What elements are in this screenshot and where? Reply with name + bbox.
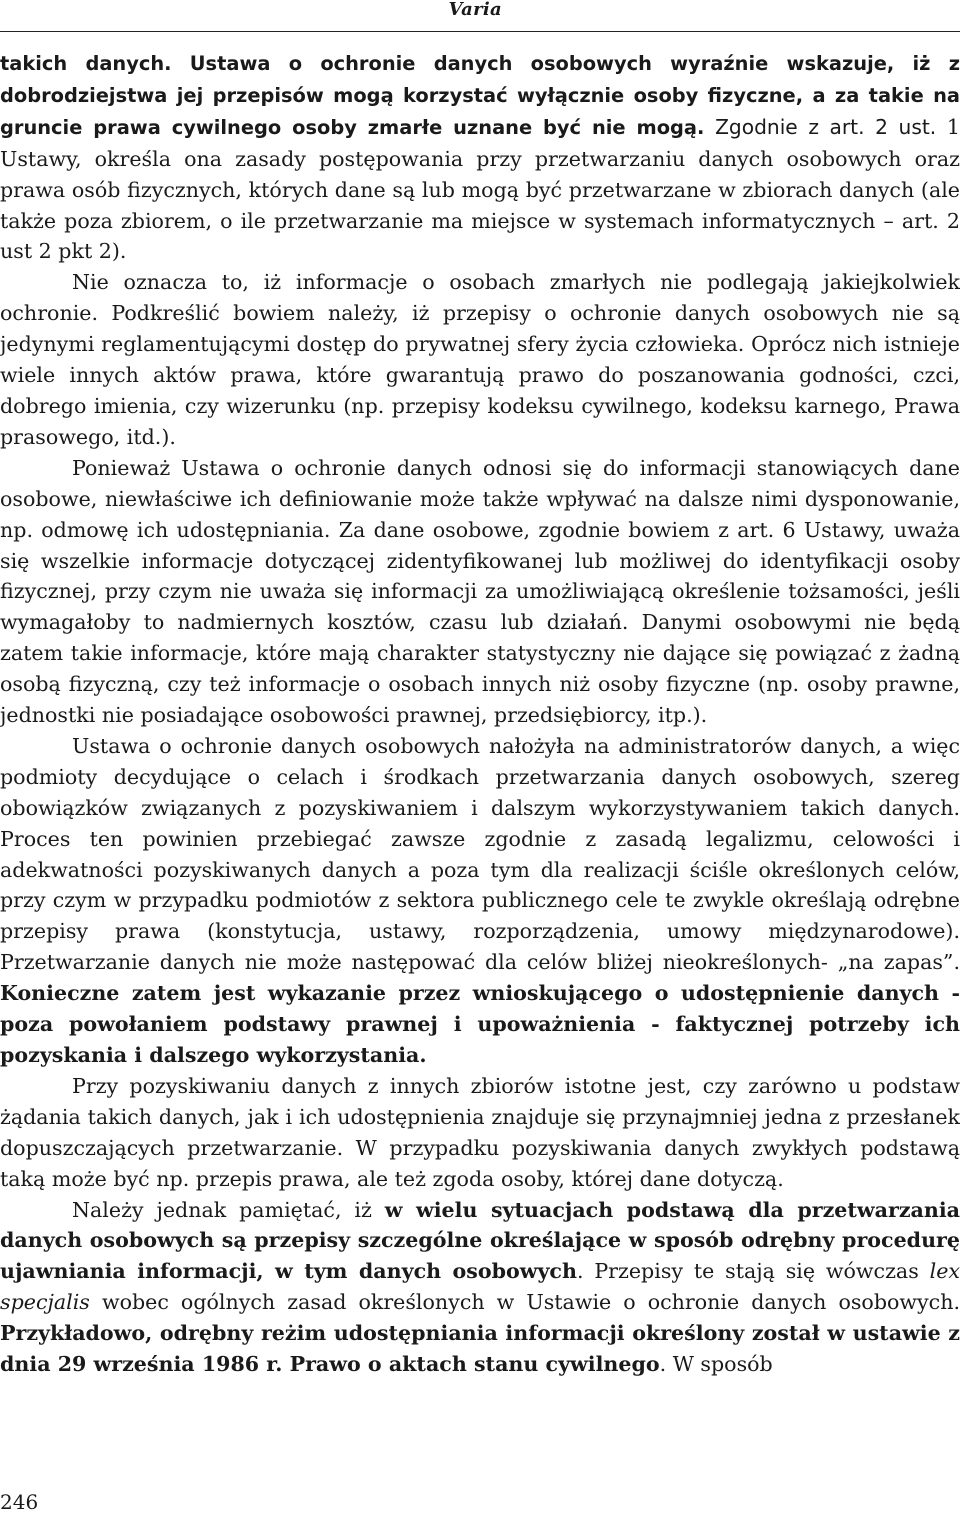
paragraph-1 [0,48,960,267]
paragraph-2: Nie oznacza to, iż informacje o osobach zmarłych nie podlegają jakiejkolwiek ochronie. Podkreślić bowiem należy, iż przepisy o ochronie danych osobowych nie są jedynymi reglamentującymi dostęp do prywatnej sfery życia człowieka. Oprócz nich istnieje wiele innych aktów prawa, które gwarantują prawo do poszanowania godności, czci, dobrego imienia, czy wizerunku (np. przepisy kodeksu cywilnego, kodeksu karnego, Prawa prasowego, itd.). [0,270,960,449]
section-title: Varia [448,0,502,20]
header-rule [0,31,960,32]
paragraph-4-bold: Konieczne zatem jest wykazanie przez wnioskującego o udostępnienie danych - poza powołaniem podstawy prawnej i upoważnienia - faktycznej potrzeby ich pozyskania i dalszego wykorzystania. [0,981,960,1067]
paragraph-4 [0,731,960,1071]
paragraph-5: Przy pozyskiwaniu danych z innych zbiorów istotne jest, czy zarówno u podstaw żądania takich danych, jak i ich udostępnienia znajduje się przynajmniej jedna z przesłanek dopuszczających przetwarzanie. W przypadku pozyskiwania danych zwykłych podstawą taką może być np. przepis prawa, ale też zgoda osoby, której dane dotyczą. [0,1073,960,1191]
running-header [0,0,960,30]
paragraph-4-text: Ustawa o ochronie danych osobowych nałożyła na administratorów danych, a więc podmioty decydujące o celach i środkach przetwarzania danych osobowych, szereg obowiązków związanych z pozyskiwaniem i dalszym wykorzystywaniem takich danych. Proces ten powinien przebiegać zawsze zgodnie z zasadą legalizmu, celowości i adekwatności pozyskiwanych danych a poza tym dla realizacji ściśle określonych celów, przy czym w przypadku podmiotów z sektora publicznego cele te zwykle określają odrębne przepisy prawa (konstytucja, ustawy, rozporządzenia, umowy międzynarodowe). Przetwarzanie danych nie może następować dla celów bliżej nieokreślonych- „na zapas”. [0,733,960,975]
paragraph-6 [0,1195,960,1380]
paragraph-6-lead: Należy jednak pamiętać, iż [72,1197,372,1222]
paragraph-3: Ponieważ Ustawa o ochronie danych odnosi się do informacji stanowiących dane osobowe, niewłaściwe ich definiowanie może także wpływać na dalsze nimi dysponowanie, np. odmowę ich udostępniania. Za dane osobowe, zgodnie bowiem z art. 6 Ustawy, uważa się wszelkie informacje dotyczącej zidentyfikowanej lub możliwej do identyfikacji osoby fizycznej, przy czym nie uważa się informacji za umożliwiającą określenie tożsamości, jeśli wymagałoby to nadmiernych kosztów, czasu lub działań. Danymi osobowymi nie będą zatem takie informacje, które mają charakter statystyczny nie dające się powiązać z żadną osobą fizyczną, czy też informacje o osobach innych niż osoby fizyczne (np. osoby prawne, jednostki nie posiadające osobowości prawnej, przedsiębiorcy, itp.). [0,455,960,728]
page-number: 246 [0,1490,39,1514]
paragraph-6-bold-1: w wielu sytuacjach podstawą dla przetwarzania danych osobowych są przepisy szczególne określające w sposób odrębny procedurę ujawniania informacji, w tym danych osobowych [0,1197,960,1284]
paragraph-1-bold: takich danych. Ustawa o ochronie danych osobowych wyraźnie wskazuje, iż z dobrodziejstwa jej przepisów mogą korzystać wyłącznie osoby fizyczne, a za takie na gruncie prawa cywilnego osoby zmarłe uznane być nie mogą. [0,52,960,139]
page-body [0,48,960,1380]
paragraph-6-bold-2: Przykładowo, odrębny reżim udostępniania informacji określony został w ustawie z dnia 29 września 1986 r. Prawo o aktach stanu cywilnego [0,1321,960,1377]
paragraph-6-italic: lex specjalis [0,1259,960,1315]
paragraph-1-sans: Zgodnie z art. 2 ust. [715,114,937,139]
paragraph-6-mid-2: wobec ogólnych zasad określonych w Ustawie o ochronie danych osobowych. [101,1290,960,1315]
paragraph-6-tail: . W sposób [659,1352,773,1377]
paragraph-6-mid-1: . Przepisy te stają się wówczas [576,1259,919,1284]
paragraph-1-text: 1 Ustawy, określa ona zasady postępowania przy przetwarzaniu danych osobowych oraz prawa osób fizycznych, których dane są lub mogą być przetwarzane w zbiorach danych (ale także poza zbiorem, o ile przetwarzanie ma miejsce w systemach informatycznych – art. 2 ust 2 pkt 2). [0,114,960,264]
